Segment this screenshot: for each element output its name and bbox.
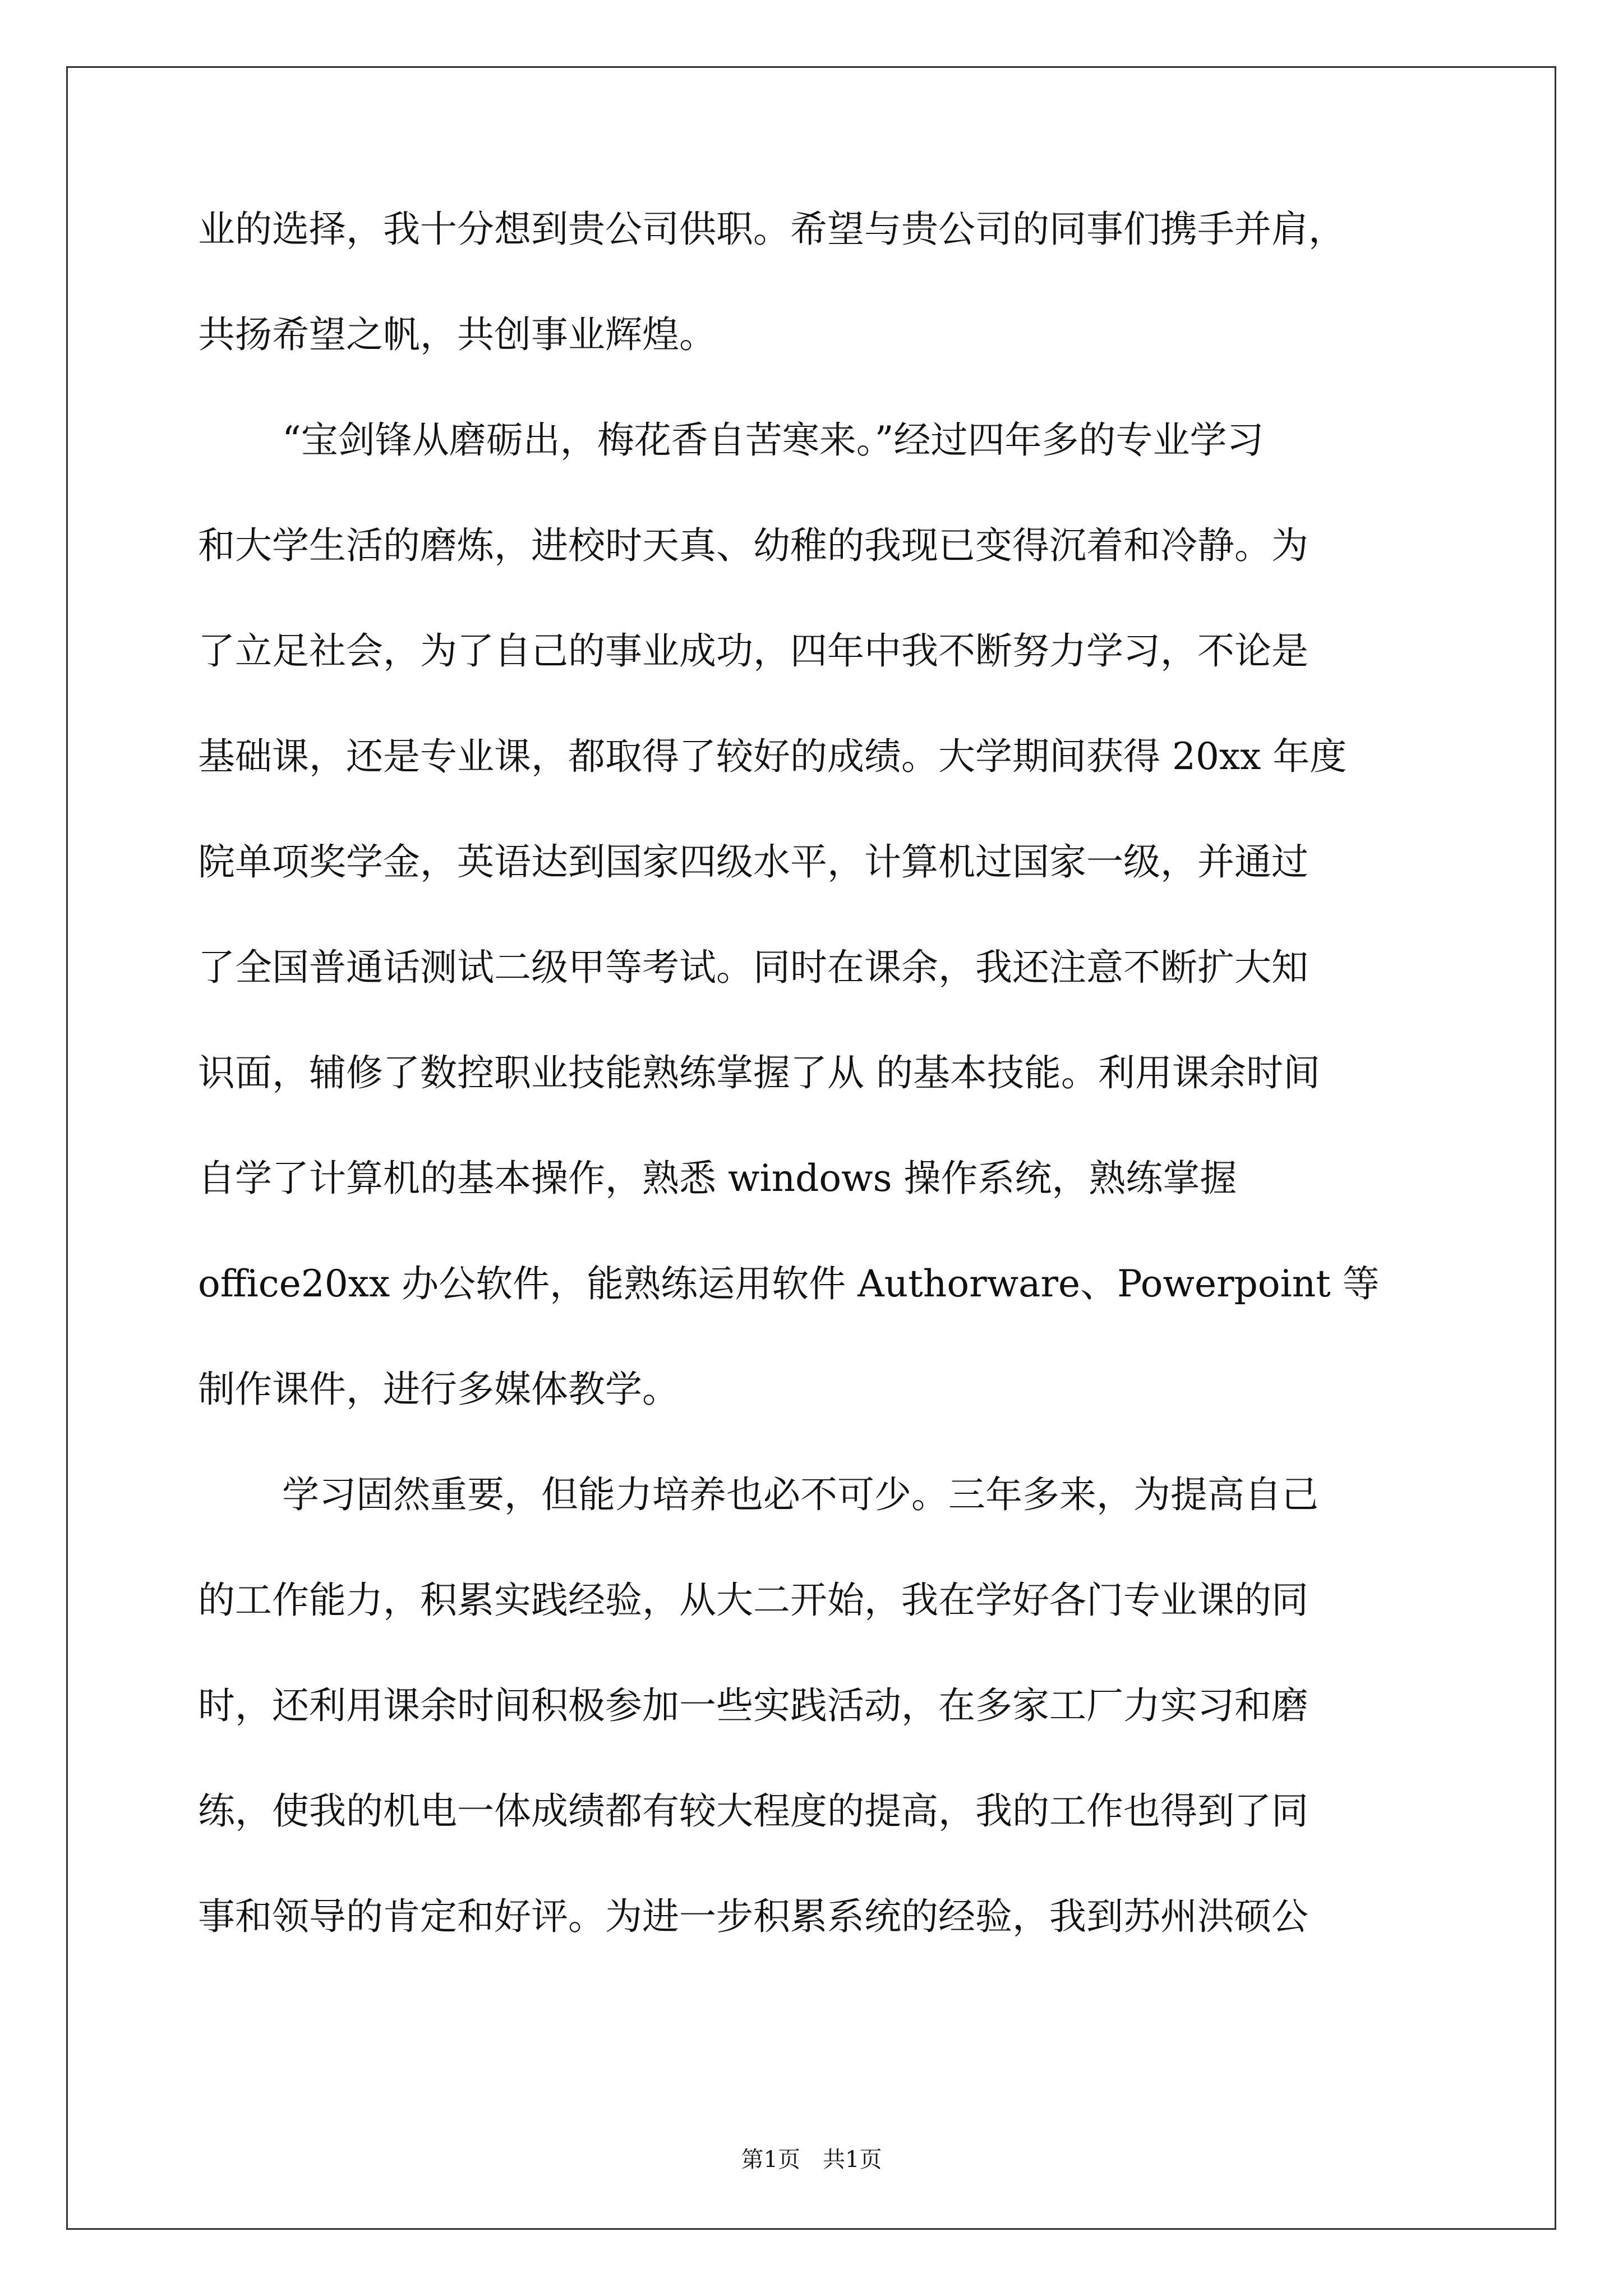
document-body: [198, 208, 1421, 2004]
text-line: 院单项奖学金，英语达到国家四级水平，计算机过国家一级，并通过: [198, 840, 1308, 884]
text-line: 制作课件，进行多媒体教学。: [198, 1368, 679, 1411]
text-line: 了立足社会，为了自己的事业成功，四年中我不断努力学习，不论是: [198, 629, 1308, 673]
total-pages: 共1页: [823, 2147, 882, 2173]
text-line: 时，还利用课余时间积极参加一些实践活动，在多家工厂力实习和磨: [198, 1684, 1308, 1727]
text-line: 的工作能力，积累实践经验，从大二开始，我在学好各门专业课的同: [198, 1579, 1308, 1622]
text-line: 和大学生活的磨炼，进校时天真、幼稚的我现已变得沉着和冷静。为: [198, 524, 1308, 567]
text-line: 共扬希望之帆，共创事业辉煌。: [198, 313, 716, 356]
text-line: 了全国普通话测试二级甲等考试。同时在课余，我还注意不断扩大知: [198, 946, 1308, 989]
text-line: 事和领导的肯定和好评。为进一步积累系统的经验，我到苏州洪硕公: [198, 1895, 1308, 1938]
page-number: 第1页: [741, 2147, 800, 2173]
text-line: office20xx 办公软件，能熟练运用软件 Authorware、Powerpoint 等: [198, 1262, 1380, 1305]
paragraph-first-line: 学习固然重要，但能力培养也必不可少。三年多来，为提高自己: [282, 1473, 1318, 1516]
text-line: 识面，辅修了数控职业技能熟练掌握了从 的基本技能。利用课余时间: [198, 1051, 1320, 1094]
text-line: 自学了计算机的基本操作，熟悉 windows 操作系统，熟练掌握: [198, 1157, 1237, 1200]
page-footer: [0, 2142, 1623, 2174]
text-line: 练，使我的机电一体成绩都有较大程度的提高，我的工作也得到了同: [198, 1789, 1308, 1833]
paragraph-first-line: “宝剑锋从磨砺出，梅花香自苦寒来。”经过四年多的专业学习: [282, 418, 1264, 462]
text-line: 业的选择，我十分想到贵公司供职。希望与贵公司的同事们携手并肩，: [198, 208, 1345, 251]
text-line: 基础课，还是专业课，都取得了较好的成绩。大学期间获得 20xx 年度: [198, 735, 1347, 778]
